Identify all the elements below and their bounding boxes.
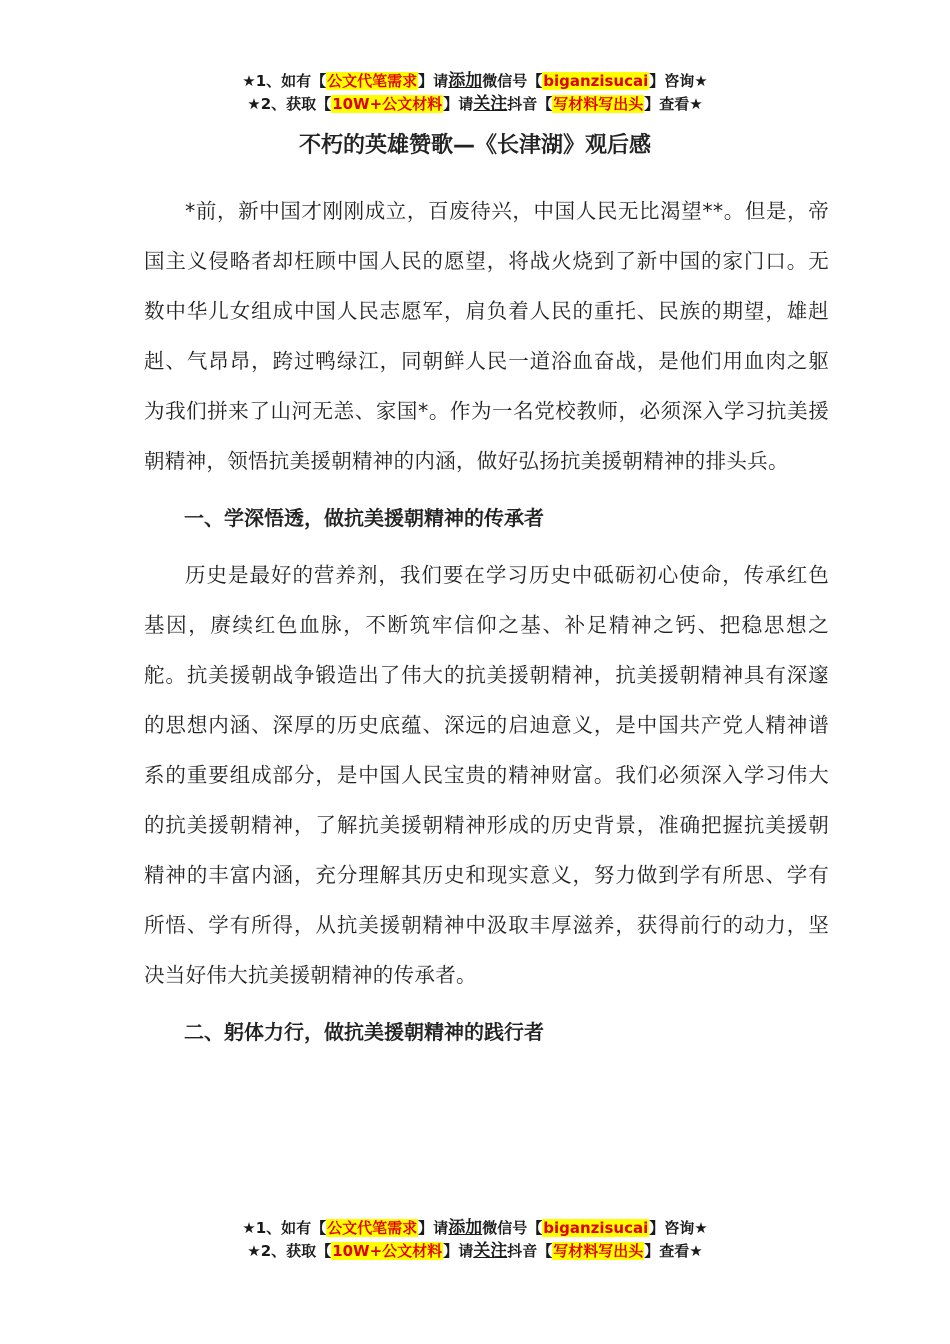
banner-text: 】查看★ — [644, 1242, 703, 1260]
banner-highlight: 10W+公文材料 — [332, 1242, 443, 1260]
banner-highlight: biganzisucai — [543, 1219, 649, 1237]
banner-underline: 关注 — [473, 1241, 508, 1261]
banner-text: ★1、如有【 — [242, 1219, 327, 1237]
banner-text: 】请 — [418, 72, 449, 90]
section-heading-2: 二、躬体力行，做抗美援朝精神的践行者 — [184, 1020, 544, 1044]
banner-text: ★2、获取【 — [247, 95, 332, 113]
banner-text: 】咨询★ — [649, 72, 708, 90]
banner-text: 抖音【 — [507, 1242, 553, 1260]
banner-text: ★1、如有【 — [242, 72, 327, 90]
section-heading-1: 一、学深悟透，做抗美援朝精神的传承者 — [184, 506, 544, 530]
banner-highlight: 写材料写出头 — [553, 1242, 644, 1260]
paragraph-intro: *前，新中国才刚刚成立，百废待兴，中国人民无比渴望**。但是，帝国主义侵略者却枉顾中国人民的愿望，将战火烧到了新中国的家门口。无数中华儿女组成中国人民志愿军，肩负着人民的重托、民族的期望，雄赳赳、气昂昂，跨过鸭绿江，同朝鲜人民一道浴血奋战，是他们用血肉之躯为我们拼来了山河无恙、家国*。作为一名党校教师，必须深入学习抗美援朝精神，领悟抗美援朝精神的内涵，做好弘扬抗美援朝精神的排头兵。 — [144, 199, 829, 473]
paragraph-section-1: 历史是最好的营养剂，我们要在学习历史中砥砺初心使命，传承红色基因，赓续红色血脉，不断筑牢信仰之基、补足精神之钙、把稳思想之舵。抗美援朝战争锻造出了伟大的抗美援朝精神，抗美援朝精神具有深邃的思想内涵、深厚的历史底蕴、深远的启迪意义，是中国共产党人精神谱系的重要组成部分，是中国人民宝贵的精神财富。我们必须深入学习伟大的抗美援朝精神，了解抗美援朝精神形成的历史背景，准确把握抗美援朝精神的丰富内涵，充分理解其历史和现实意义，努力做到学有所思、学有所悟、学有所得，从抗美援朝精神中汲取丰厚滋养，获得前行的动力，坚决当好伟大抗美援朝精神的传承者。 — [144, 563, 829, 987]
banner-line-1 — [0, 1217, 950, 1240]
banner-highlight: biganzisucai — [543, 72, 649, 90]
banner-highlight: 10W+公文材料 — [332, 95, 443, 113]
document-title: 不朽的英雄赞歌—《长津湖》观后感 — [298, 133, 651, 158]
banner-highlight: 写材料写出头 — [553, 95, 644, 113]
banner-highlight: 公文代笔需求 — [327, 1219, 418, 1237]
banner-text: 微信号【 — [482, 72, 543, 90]
banner-line-2 — [0, 93, 950, 116]
footer-banner — [0, 1217, 950, 1263]
header-banner — [0, 70, 950, 116]
banner-underline: 关注 — [473, 94, 508, 114]
banner-line-2 — [0, 1240, 950, 1263]
banner-text: 】咨询★ — [649, 1219, 708, 1237]
document-body — [144, 186, 829, 1064]
banner-text: ★2、获取【 — [247, 1242, 332, 1260]
banner-highlight: 公文代笔需求 — [327, 72, 418, 90]
banner-text: 】请 — [443, 1242, 474, 1260]
banner-text: 抖音【 — [507, 95, 553, 113]
banner-line-1 — [0, 70, 950, 93]
banner-underline: 添加 — [448, 71, 483, 91]
banner-text: 微信号【 — [482, 1219, 543, 1237]
banner-text: 】请 — [443, 95, 474, 113]
banner-underline: 添加 — [448, 1218, 483, 1238]
banner-text: 】查看★ — [644, 95, 703, 113]
banner-text: 】请 — [418, 1219, 449, 1237]
